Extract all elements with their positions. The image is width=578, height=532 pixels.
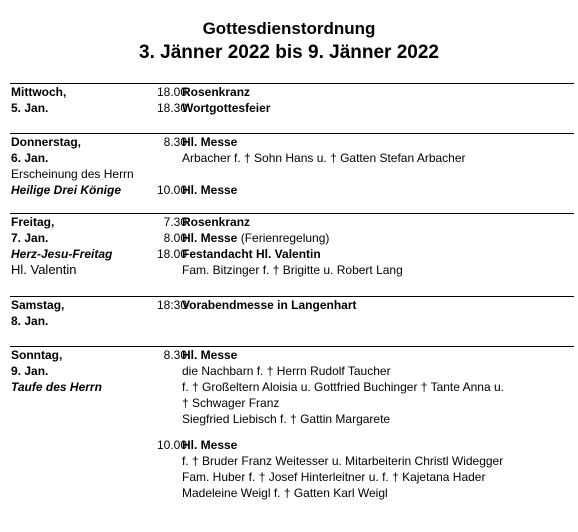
mass-intention: † Schwager Franz	[182, 396, 280, 410]
event-time: 8.00	[163, 231, 187, 245]
day-note: Erscheinung des Herrn	[11, 167, 134, 181]
event-time: 18.30	[156, 101, 187, 115]
event-name: Wortgottesfeier	[182, 101, 271, 115]
day-block-sunday	[10, 346, 574, 501]
day-name: Donnerstag,	[11, 135, 82, 149]
mass-intention: Siegfried Liebisch f. † Gattin Margarete	[182, 412, 391, 426]
day-block-thursday	[10, 133, 574, 198]
spacer	[10, 427, 574, 437]
mass-intention: f. † Großeltern Aloisia u. Gottfried Buchinger † Tante Anna u.	[182, 380, 504, 394]
day-block-saturday	[10, 296, 574, 329]
event-note: (Ferienregelung)	[237, 231, 330, 245]
day-name: Samstag,	[11, 298, 65, 312]
event-time: 8.30	[163, 348, 187, 362]
day-date: 7. Jan.	[11, 231, 49, 245]
feast-name: Taufe des Herrn	[11, 380, 102, 394]
event-name: Hl. Messe	[182, 183, 238, 197]
mass-intention: die Nachbarn f. † Herrn Rudolf Taucher	[182, 364, 391, 378]
mass-intention: Fam. Bitzinger f. † Brigitte u. Robert Lang	[182, 263, 403, 277]
mass-intention: Madeleine Weigl f. † Gatten Karl Weigl	[182, 486, 388, 500]
event-time: 18.00	[156, 247, 187, 261]
day-date: 6. Jan.	[11, 151, 49, 165]
day-name: Mittwoch,	[11, 85, 67, 99]
feast-name: Herz-Jesu-Freitag	[11, 247, 113, 261]
mass-intention: Arbacher f. † Sohn Hans u. † Gatten Stefan Arbacher	[182, 151, 466, 165]
event-name: Hl. Messe	[182, 135, 238, 149]
event-time: 10.00	[156, 183, 187, 197]
event-time: 18:30	[156, 298, 187, 312]
day-date: 5. Jan.	[11, 101, 49, 115]
page-title: Gottesdienstordnung	[202, 19, 376, 38]
day-name: Sonntag,	[11, 348, 63, 362]
event-name: Vorabendmesse in Langenhart	[182, 298, 357, 312]
event-time: 18.00	[156, 85, 187, 99]
event-time: 7.30	[163, 215, 187, 229]
day-date: 8. Jan.	[11, 314, 49, 328]
event-time: 10.00	[156, 438, 187, 452]
event-time: 8.30	[163, 135, 187, 149]
day-date: 9. Jan.	[11, 364, 49, 378]
event-name: Rosenkranz	[182, 215, 251, 229]
day-block-wednesday	[10, 83, 574, 116]
saint-name: Hl. Valentin	[11, 262, 77, 277]
event-name: Festandacht Hl. Valentin	[182, 247, 321, 261]
day-name: Freitag,	[11, 215, 55, 229]
date-range: 3. Jänner 2022 bis 9. Jänner 2022	[139, 42, 439, 63]
event-name: Hl. Messe	[182, 231, 238, 245]
mass-intention: Fam. Huber f. † Josef Hinterleitner u. f. † Kajetana Hader	[182, 470, 486, 484]
event-name: Hl. Messe	[182, 348, 238, 362]
event-name: Rosenkranz	[182, 85, 251, 99]
event-name: Hl. Messe	[182, 438, 238, 452]
feast-name: Heilige Drei Könige	[11, 183, 122, 197]
day-block-friday	[10, 213, 574, 278]
mass-intention: f. † Bruder Franz Weitesser u. Mitarbeiterin Christl Widegger	[182, 454, 504, 468]
